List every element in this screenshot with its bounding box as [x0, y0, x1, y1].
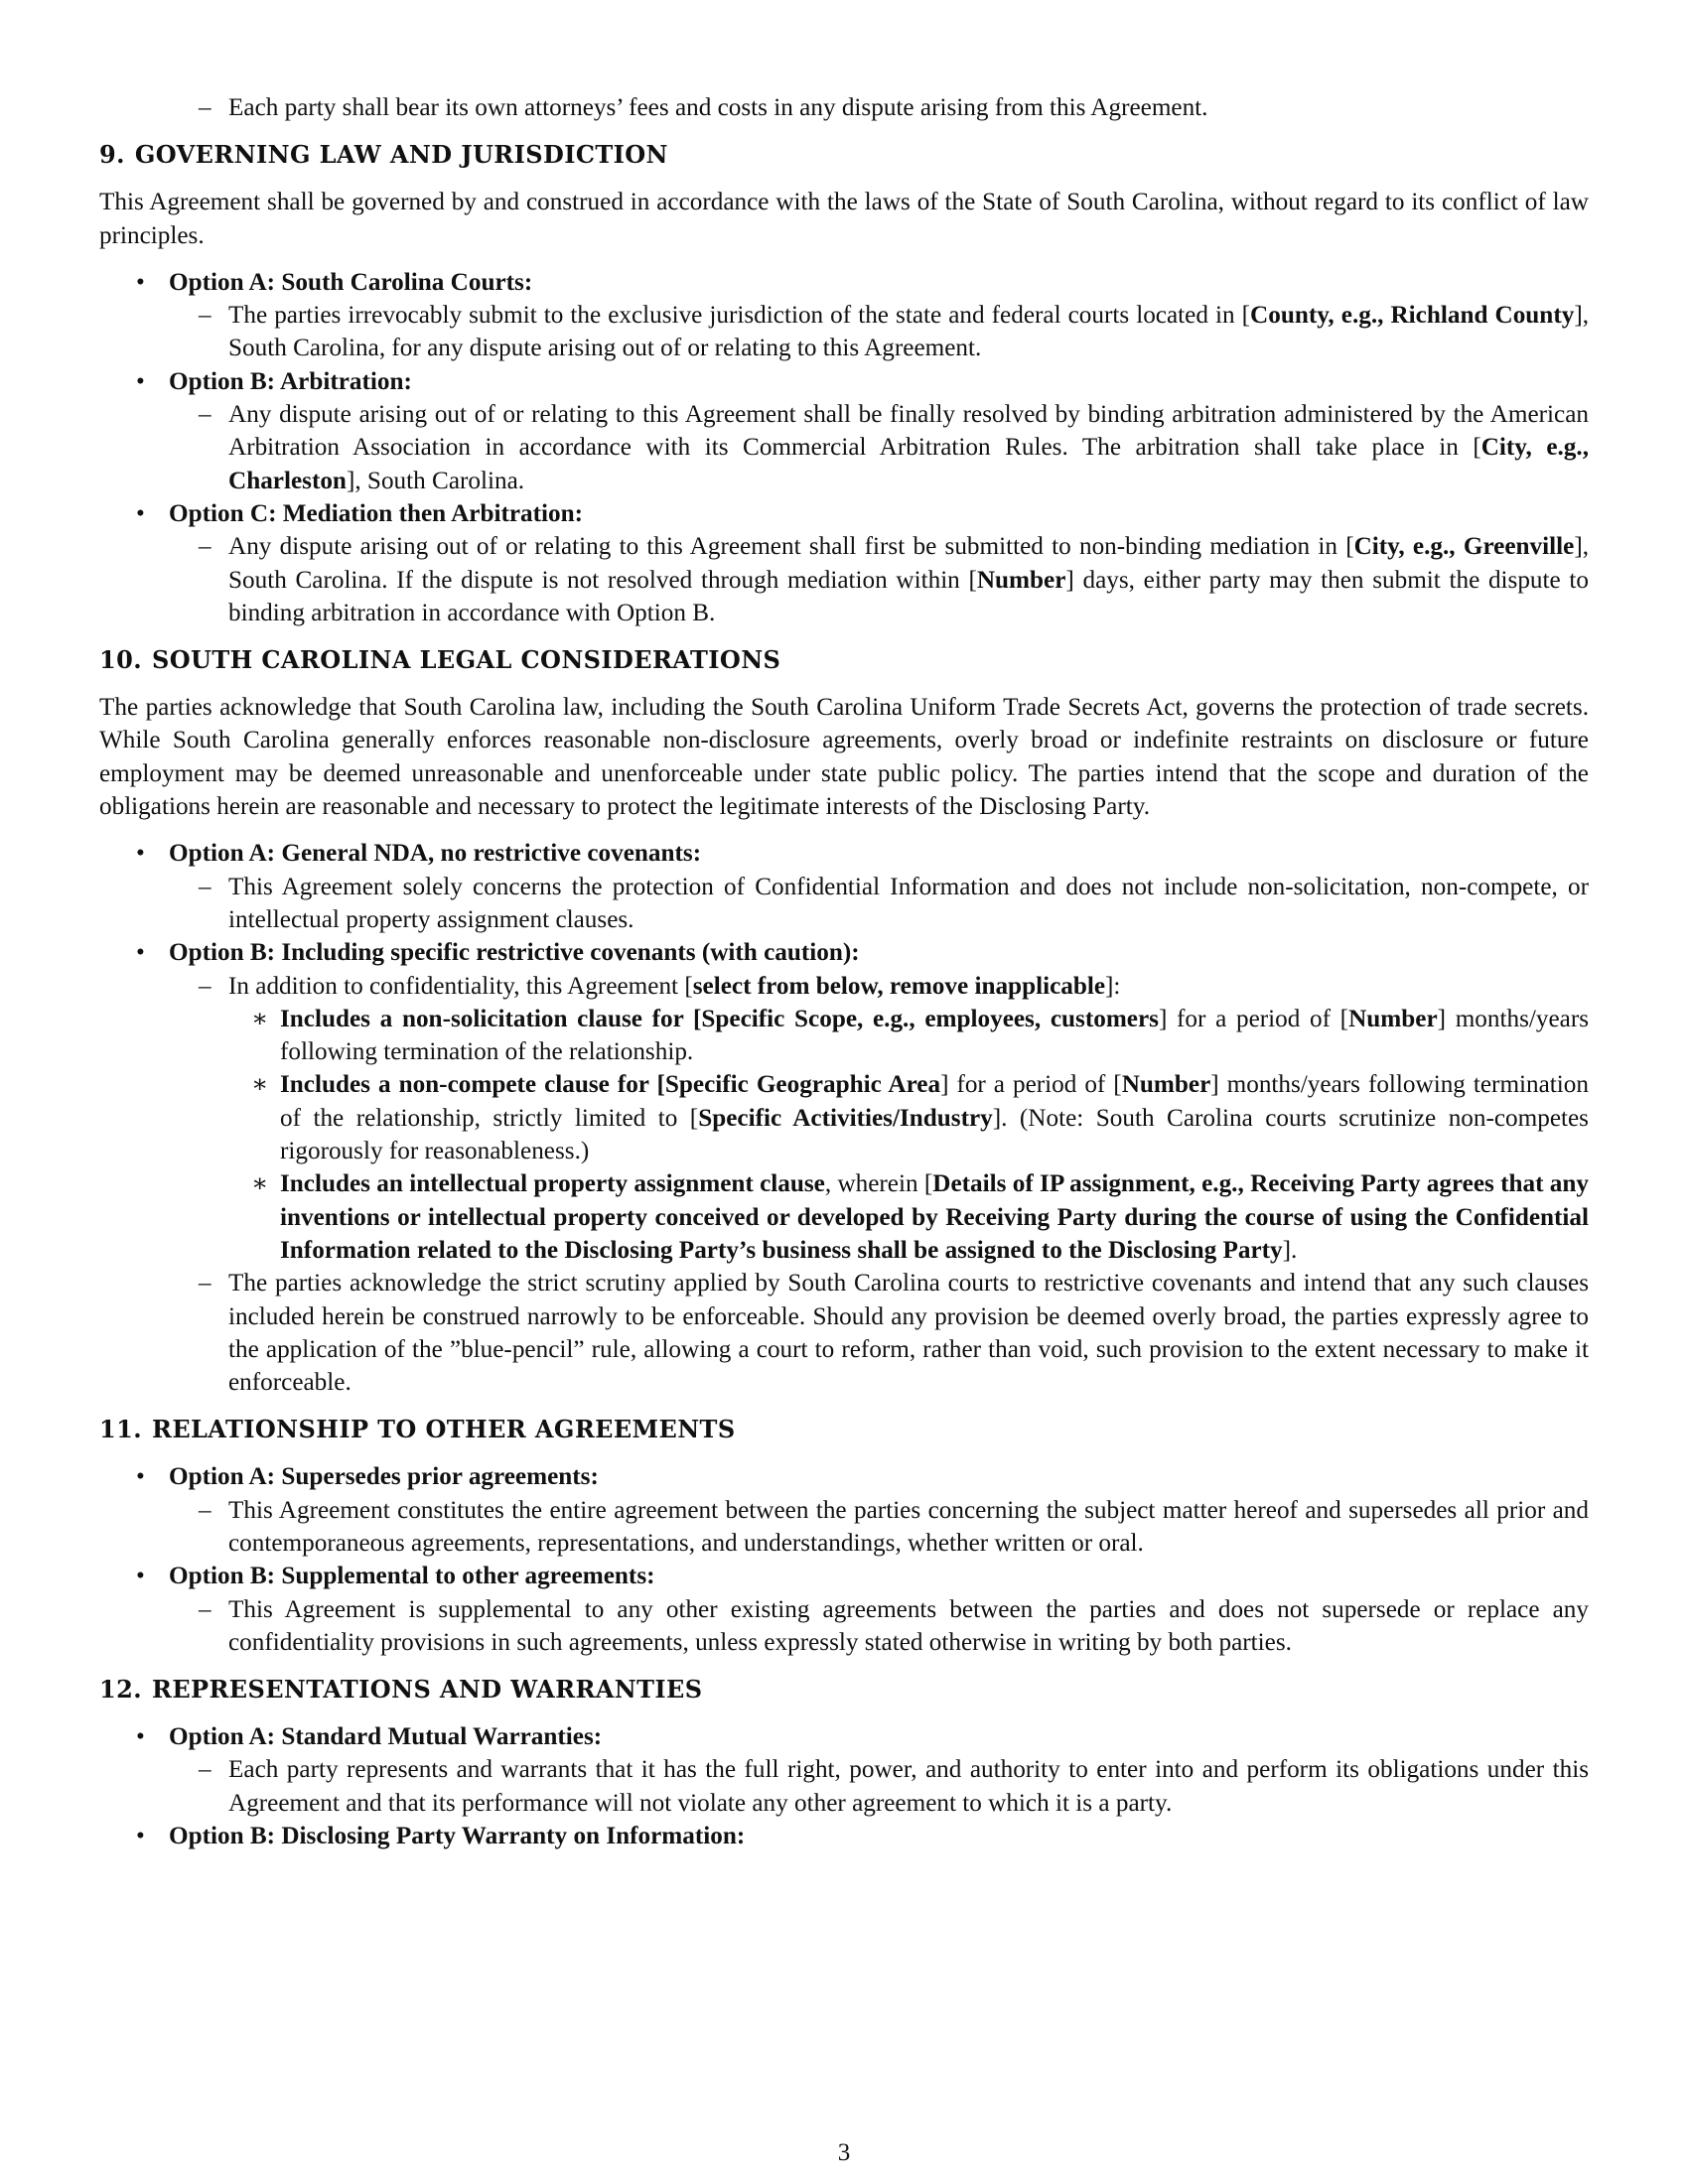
list-item: – This Agreement constitutes the entire agreement between the parties concerning the subject matter hereof and supersedes all prior and contemporaneous agreements, representations, and understandings, whether written or oral.	[99, 1494, 1589, 1561]
bullet-marker: •	[136, 268, 145, 296]
bullet-marker: •	[136, 1723, 145, 1751]
dash-marker: –	[199, 873, 211, 900]
option-label: Option A: Standard Mutual Warranties:	[169, 1723, 603, 1751]
bullet-marker: •	[136, 1463, 145, 1491]
bullet-marker: •	[136, 939, 145, 967]
star-marker: ∗	[251, 1071, 269, 1099]
bullet-marker: •	[136, 499, 145, 527]
option-item	[99, 497, 1589, 530]
dash-marker: –	[199, 1756, 211, 1784]
dash-marker: –	[199, 1270, 211, 1297]
list-item: – This Agreement is supplemental to any other existing agreements between the parties and does not supersede or replace any confidentiality provisions in such agreements, unless expressly stated otherwise in writing by both parties.	[99, 1593, 1589, 1660]
list-item: – The parties irrevocably submit to the exclusive jurisdiction of the state and federal courts located in [County, e.g., Richland County], South Carolina, for any dispute arising out of or relating to this Agreement.	[99, 299, 1589, 365]
section-heading-10: 10. SOUTH CAROLINA LEGAL CONSIDERATIONS	[99, 645, 781, 675]
option-label: Option B: Disclosing Party Warranty on Information:	[169, 1823, 746, 1850]
section-heading-11: 11. RELATIONSHIP TO OTHER AGREEMENTS	[99, 1415, 736, 1444]
section-10-paragraph: The parties acknowledge that South Carolina law, including the South Carolina Uniform Trade Secrets Act, governs the protection of trade secrets. While South Carolina generally enforces reasonable non-disclosure agreements, overly broad or indefinite restraints on disclosure or future employment may be deemed unreasonable and unenforceable under state public policy. The parties intend that the scope and duration of the obligations herein are reasonable and necessary to protect the legitimate interests of the Disclosing Party.	[99, 694, 1589, 821]
dash-marker: –	[199, 401, 211, 429]
option-item	[99, 1820, 1589, 1852]
dash-marker: –	[199, 302, 211, 330]
option-item	[99, 936, 1589, 969]
sub-list-item: ∗ Includes a non-solicitation clause for [Specific Scope, e.g., employees, customers] for a period of [Number] months/years following termination of the relationship.	[99, 1003, 1589, 1069]
document-page	[99, 91, 1589, 1852]
section-heading-9: 9. GOVERNING LAW AND JURISDICTION	[99, 140, 668, 170]
dash-marker: –	[199, 94, 211, 121]
bullet-marker: •	[136, 1823, 145, 1850]
option-item	[99, 837, 1589, 870]
option-label: Option B: Including specific restrictive covenants (with caution):	[169, 939, 860, 967]
sub-list-item: ∗ Includes an intellectual property assignment clause, wherein [Details of IP assignment, e.g., Receiving Party agrees that any inventions or intellectual property conceived or developed by Receiving Party during the course of using the Confidential Information related to the Disclosing Party’s business shall be assigned to the Disclosing Party].	[99, 1167, 1589, 1267]
dash-marker: –	[199, 1496, 211, 1524]
list-item: – Each party represents and warrants that it has the full right, power, and authority to enter into and perform its obligations under this Agreement and that its performance will not violate any other agreement to which it is a party.	[99, 1753, 1589, 1820]
option-label: Option C: Mediation then Arbitration:	[169, 499, 583, 527]
bullet-marker: •	[136, 840, 145, 868]
star-marker: ∗	[251, 1170, 269, 1198]
list-item: – Any dispute arising out of or relating to this Agreement shall be finally resolved by binding arbitration administered by the American Arbitration Association in accordance with its Commercial Arbitration Rules. The arbitration shall take place in [City, e.g., Charleston], South Carolina.	[99, 398, 1589, 497]
list-item: – Any dispute arising out of or relating to this Agreement shall first be submitted to non-binding mediation in [City, e.g., Greenville], South Carolina. If the dispute is not resolved through mediation within [Number] days, either party may then submit the dispute to binding arbitration in accordance with Option B.	[99, 530, 1589, 629]
list-item: – Each party shall bear its own attorneys’ fees and costs in any dispute arising from this Agreement.	[99, 91, 1589, 124]
option-item	[99, 1720, 1589, 1753]
dash-marker: –	[199, 1595, 211, 1623]
option-label: Option A: Supersedes prior agreements:	[169, 1463, 599, 1491]
dash-marker: –	[199, 533, 211, 561]
bullet-marker: •	[136, 1563, 145, 1590]
bullet-marker: •	[136, 367, 145, 395]
section-9-paragraph: This Agreement shall be governed by and construed in accordance with the laws of the State of South Carolina, without regard to its conflict of law principles.	[99, 189, 1589, 249]
section-heading-12: 12. REPRESENTATIONS AND WARRANTIES	[99, 1675, 703, 1705]
option-label: Option B: Arbitration:	[169, 367, 412, 395]
option-item	[99, 365, 1589, 398]
list-item: – In addition to confidentiality, this Agreement [select from below, remove inapplicable]:	[99, 970, 1589, 1003]
option-item	[99, 1460, 1589, 1493]
dash-marker: –	[199, 972, 211, 1000]
star-marker: ∗	[251, 1005, 269, 1032]
page-number: 3	[837, 2139, 851, 2166]
list-item: – This Agreement solely concerns the protection of Confidential Information and does not include non-solicitation, non-compete, or intellectual property assignment clauses.	[99, 871, 1589, 937]
option-label: Option B: Supplemental to other agreements:	[169, 1563, 655, 1590]
option-label: Option A: General NDA, no restrictive covenants:	[169, 840, 702, 868]
option-item	[99, 1560, 1589, 1592]
option-label: Option A: South Carolina Courts:	[169, 268, 533, 296]
list-item: – The parties acknowledge the strict scrutiny applied by South Carolina courts to restrictive covenants and intend that any such clauses included herein be construed narrowly to be enforceable. Should any provision be deemed overly broad, the parties expressly agree to the application of the ”blue-pencil” rule, allowing a court to reform, rather than void, such provision to the extent necessary to make it enforceable.	[99, 1267, 1589, 1399]
sub-list-item: ∗ Includes a non-compete clause for [Specific Geographic Area] for a period of [Number] months/years following termination of the relationship, strictly limited to [Specific Activities/Industry]. (Note: South Carolina courts scrutinize non-competes rigorously for reasonableness.)	[99, 1068, 1589, 1167]
option-item	[99, 266, 1589, 299]
